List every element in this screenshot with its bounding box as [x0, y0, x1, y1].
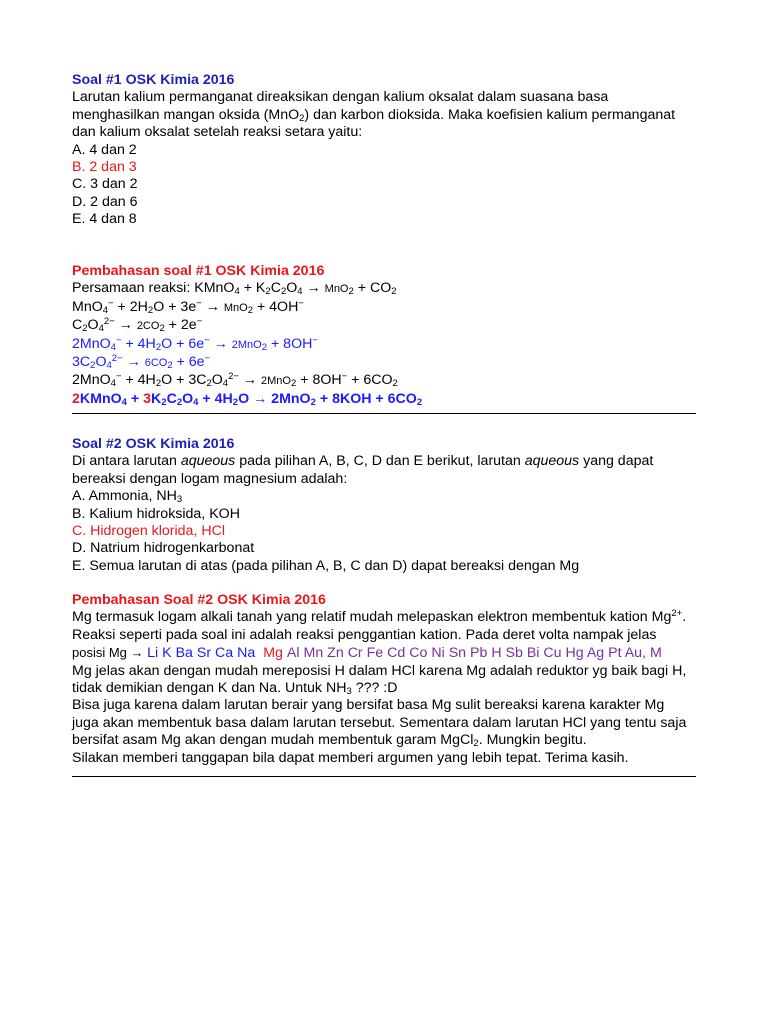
volta-element-after-17: Au,	[624, 645, 646, 662]
pembahasan-2-line-8: bersifat asam Mg akan dengan mudah membentuk garam MgCl$_2$. Mungkin begitu.	[72, 732, 587, 750]
volta-element-after-14: Hg	[565, 645, 584, 662]
volta-series-line: posisi Mg → Li K Ba Sr Ca Na Mg Al Mn Zn Cr Fe Cd Co Ni Sn Pb H Sb Bi Cu Hg Ag Pt Au, M	[72, 645, 662, 662]
soal-1-option-c: C. 3 dan 2	[72, 176, 138, 193]
pembahasan-2-section	[72, 592, 700, 767]
soal-1-question-line-3: dan kalium oksalat setelah reaksi setara yaitu:	[72, 124, 363, 141]
pembahasan-2-line-6: Bisa juga karena dalam larutan berair yang bersifat basa Mg sulit bereaksi karena karakter Mg	[72, 697, 665, 714]
pembahasan-2-line-7: juga akan membentuk basa dalam larutan tersebut. Sementara dalam larutan HCl yang tentu saja	[72, 714, 687, 731]
soal-1-option-d: D. 2 dan 6	[72, 193, 138, 210]
pembahasan-1-section	[72, 263, 700, 408]
volta-element-before-4: Ca	[215, 645, 234, 662]
volta-series-before-mg	[147, 645, 259, 661]
volta-series-mg: Mg	[263, 645, 283, 662]
pembahasan-2-title: Pembahasan Soal #2 OSK Kimia 2016	[72, 592, 326, 608]
reaction-equation: Persamaan reaksi: KMnO$_4$ + $K_2C_2O_4 \to MnO_2 + CO_2$	[72, 280, 397, 298]
net-ionic-equation: $2MnO_4^- + 4H_2O + 3C_2O_4^{2-} \to 2MnO_2 + 8OH^- + 6CO_2$	[72, 371, 398, 390]
soal-1-question-line-1: Larutan kalium permanganat direaksikan dengan kalium oksalat dalam suasana basa	[72, 89, 609, 106]
oxidation-half-reaction-x3: $3C_2O_4^{2-} \to 6CO_2 + 6e^-$	[72, 353, 211, 372]
divider-1	[72, 413, 696, 414]
volta-element-after-6: Co	[409, 645, 428, 662]
pembahasan-2-line-4: Mg jelas akan dengan mudah mereposisi H dalam HCl karena Mg adalah reduktor yg baik bagi H,	[72, 662, 687, 679]
divider-2	[72, 776, 696, 777]
reduction-half-reaction: $MnO_4^- + 2H_2O + 3e^- \to MnO_2 + 4OH^-$	[72, 297, 304, 316]
volta-element-after-1: Mn	[303, 645, 324, 662]
soal-1-option-a: A. 4 dan 2	[72, 141, 137, 158]
reduction-half-reaction-x2: $2MnO_4^- + 4H_2O + 6e^- \to 2MnO_2 + 8OH^-$	[72, 334, 318, 353]
pembahasan-2-line-5: tidak demikian dengan K dan Na. Untuk $NH_3$ ??? :D	[72, 680, 398, 698]
volta-element-before-3: Sr	[196, 645, 212, 662]
soal-1-option-e: E. 4 dan 8	[72, 211, 137, 228]
volta-element-after-13: Cu	[543, 645, 562, 662]
soal-2-question-line-2: bereaksi dengan logam magnesium adalah:	[72, 470, 348, 487]
volta-element-after-2: Zn	[327, 645, 344, 662]
soal-1-question-line-2: menghasilkan mangan oksida (MnO$_2$) dan karbon dioksida. Maka koefisien kalium permanganat	[72, 106, 676, 124]
volta-element-after-16: Pt	[608, 645, 622, 662]
soal-1-title: Soal #1 OSK Kimia 2016	[72, 72, 235, 88]
soal-2-option-a: A. Ammonia, $NH_3$	[72, 488, 183, 506]
oxidation-half-reaction: $C_2O_4^{2-} \to 2CO_2 + 2e^-$	[72, 316, 203, 335]
volta-element-after-18: M	[649, 645, 662, 662]
soal-2-option-d: D. Natrium hidrogenkarbonat	[72, 540, 255, 557]
volta-element-after-15: Ag	[586, 645, 605, 662]
volta-element-after-7: Ni	[431, 645, 445, 662]
volta-element-after-11: Sb	[505, 645, 523, 662]
volta-element-after-12: Bi	[526, 645, 540, 662]
soal-2-option-c-correct: C. Hidrogen klorida, HCl	[72, 523, 225, 540]
volta-element-before-0: Li	[147, 645, 159, 662]
soal-1-option-b-correct: B. 2 dan 3	[72, 159, 137, 176]
soal-2-question-line-1: Di antara larutan aqueous pada pilihan A, B, C, D dan E berikut, larutan aqueous yang dapat	[72, 453, 654, 470]
volta-element-after-9: Pb	[470, 645, 488, 662]
volta-element-before-2: Ba	[175, 645, 193, 662]
soal-2-title: Soal #2 OSK Kimia 2016	[72, 436, 235, 452]
volta-element-before-1: K	[162, 645, 172, 662]
volta-element-after-10: H	[491, 645, 502, 662]
volta-element-before-5: Na	[237, 645, 256, 662]
soal-2-option-b: B. Kalium hidroksida, KOH	[72, 505, 240, 522]
volta-element-after-8: Sn	[448, 645, 467, 662]
soal-2-option-e: E. Semua larutan di atas (pada pilihan A, B, C dan D) dapat bereaksi dengan Mg	[72, 557, 580, 574]
pembahasan-2-line-2: Reaksi seperti pada soal ini adalah reaksi penggantian kation. Pada deret volta nampak jelas	[72, 626, 657, 643]
balanced-molecular-equation: 2KMnO$_4$ + $3K_2C_2O_4 + 4H_2O \to 2MnO_2 + 8KOH + 6CO_2$	[72, 390, 423, 408]
pembahasan-2-line-9: Silakan memberi tanggapan bila dapat memberi argumen yang lebih tepat. Terima kasih.	[72, 749, 629, 766]
volta-element-after-4: Fe	[366, 645, 384, 662]
volta-element-after-5: Cd	[387, 645, 406, 662]
volta-element-after-0: Al	[286, 645, 300, 662]
volta-element-after-3: Cr	[347, 645, 363, 662]
soal-2-section	[72, 436, 700, 575]
pembahasan-2-line-1: Mg termasuk logam alkali tanah yang relatif mudah melepaskan elektron membentuk kation $Mg^{2+}$.	[72, 608, 687, 626]
soal-1-section	[72, 72, 700, 229]
volta-series-after-mg	[287, 645, 662, 661]
pembahasan-1-title: Pembahasan soal #1 OSK Kimia 2016	[72, 263, 325, 279]
